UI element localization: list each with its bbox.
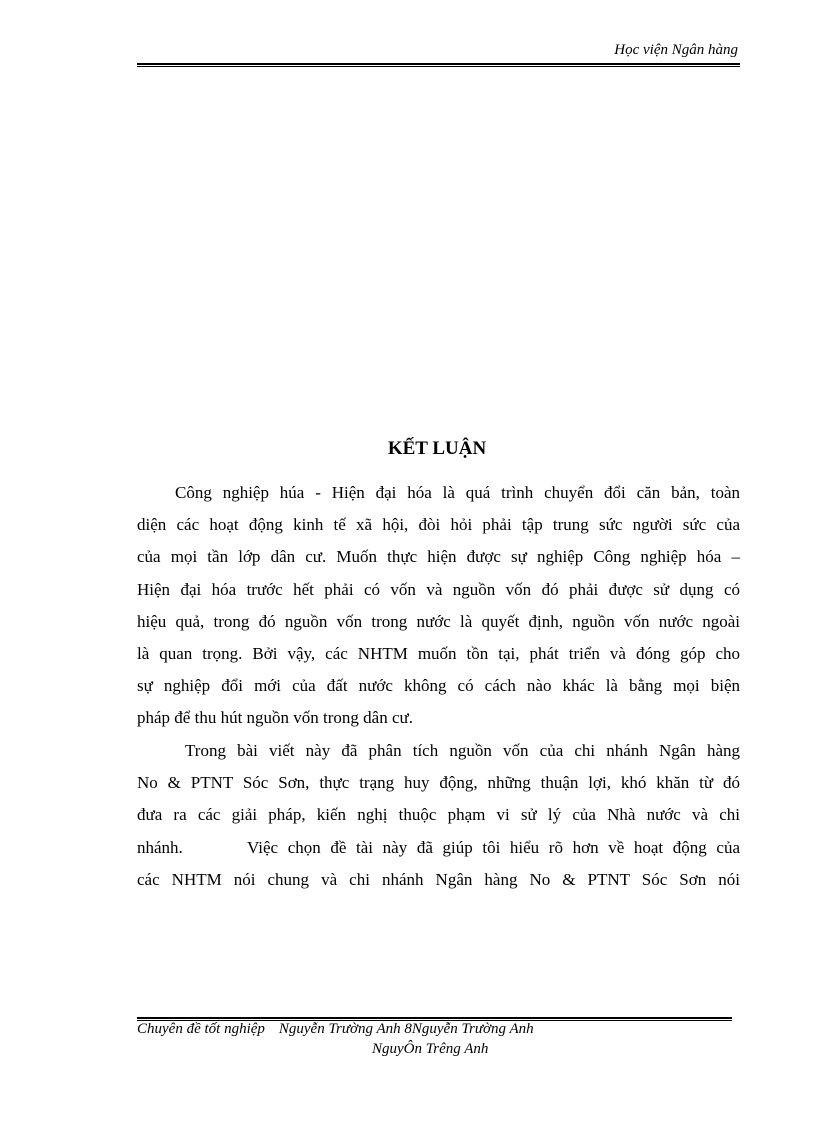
text-line: pháp để thu hút nguồn vốn trong dân cư.: [137, 708, 413, 728]
page-title: KẾT LUẬN: [387, 438, 487, 459]
text-line: là quan trọng. Bởi vậy, các NHTM muốn tồn tại, phát triển và đóng góp cho: [137, 643, 740, 663]
header-institution: Học viện Ngân hàng: [614, 42, 738, 58]
footer-line-2: NguyÔn Trêng Anh: [372, 1041, 489, 1057]
text-line: Trong bài viết này đã phân tích nguồn vốn của chi nhánh Ngân hàng: [185, 741, 740, 760]
text-line: No & PTNT Sóc Sơn, thực trạng huy động, những thuận lợi, khó khăn từ đó: [137, 773, 740, 793]
text-line: hiệu quả, trong đó nguồn vốn trong nước là quyết định, nguồn vốn nước ngoài: [137, 611, 740, 631]
footer-author: Nguyễn Trường Anh 8Nguyễn Trường Anh: [278, 1021, 534, 1037]
text-line: đưa ra các giải pháp, kiến nghị thuộc phạm vi sử lý của Nhà nước và chi: [137, 805, 740, 825]
text-line: diện các hoạt động kinh tế xã hội, đòi hỏi phải tập trung sức người sức của: [137, 515, 740, 535]
header-divider: [137, 63, 740, 67]
footer-line-1: [137, 1021, 534, 1038]
paragraph-1: [137, 477, 740, 735]
text-line: của mọi tần lớp dân cư. Muốn thực hiện được sự nghiệp Công nghiệp hóa –: [137, 547, 740, 567]
footer-label: Chuyên đề tốt nghiệp: [137, 1021, 265, 1037]
paragraph-2: [137, 735, 740, 896]
text-line: các NHTM nói chung và chi nhánh Ngân hàng No & PTNT Sóc Sơn nói: [137, 869, 740, 889]
text-line: Hiện đại hóa trước hết phải có vốn và nguồn vốn đó phải được sử dụng có: [137, 579, 740, 599]
text-fragment: nhánh.: [137, 837, 183, 857]
text-line: [137, 832, 740, 864]
text-line: Công nghiệp húa - Hiện đại hóa là quá trình chuyển đổi căn bản, toàn: [175, 483, 740, 502]
text-fragment: Việc chọn đề tài này đã giúp tôi hiểu rõ hơn về hoạt động của: [247, 837, 740, 857]
text-line: sự nghiệp đổi mới của đất nước không có cách nào khác là bằng mọi biện: [137, 676, 740, 696]
